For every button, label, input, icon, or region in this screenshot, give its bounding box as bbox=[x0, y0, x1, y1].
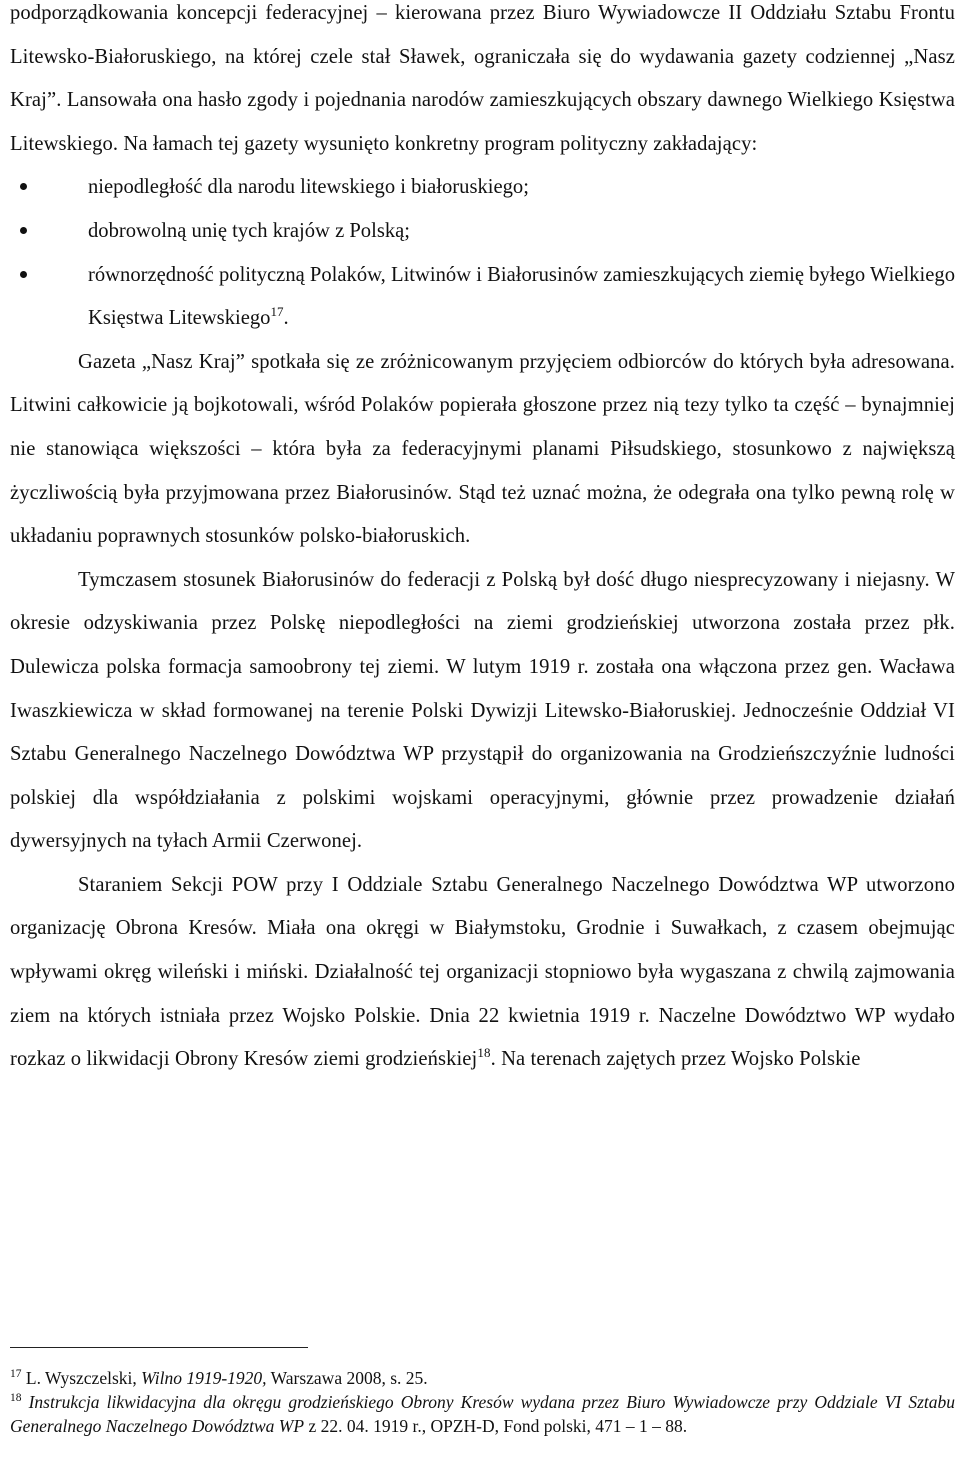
list-item bbox=[10, 166, 955, 210]
footnote-text: z 22. 04. 1919 r., OPZH-D, Fond polski, 471 – 1 – 88. bbox=[304, 1416, 688, 1436]
paragraph-3: Tymczasem stosunek Białorusinów do federacji z Polską był dość długo niesprecyzowany i niejasny. W okresie odzyskiwania przez Polskę niepodległości na ziemi grodzieńskiej utworzona została przez płk. Dulewicza polska formacja samoobrony tej ziemi. W lutym 1919 r. została ona włączona przez gen. Wacława Iwaszkiewicza w skład formowanej na terenie Polski Dywizji Litewsko-Białoruskiej. Jednocześnie Oddział VI Sztabu Generalnego Naczelnego Dowództwa WP przystąpił do organizowania na Grodzieńszczyźnie ludności polskiej dla współdziałania z polskimi wojskami operacyjnymi, głównie przez prowadzenie działań dywersyjnych na tyłach Armii Czerwonej. bbox=[10, 568, 955, 853]
footnote-number: 17 bbox=[10, 1368, 22, 1380]
program-list bbox=[10, 166, 955, 340]
list-item bbox=[10, 210, 955, 254]
footnote-title: Wilno 1919-1920, bbox=[141, 1368, 267, 1388]
footnote-number: 18 bbox=[10, 1392, 22, 1404]
footnote-17 bbox=[10, 1366, 955, 1390]
list-item-end: . bbox=[283, 307, 289, 330]
footnote-ref-18[interactable]: 18 bbox=[477, 1045, 491, 1061]
footnote-text: L. Wyszczelski, bbox=[21, 1368, 142, 1388]
list-item-text: niepodległość dla narodu litewskiego i białoruskiego; bbox=[88, 176, 529, 199]
bullet-icon bbox=[20, 227, 27, 234]
bullet-icon bbox=[20, 271, 27, 278]
footnotes bbox=[10, 1366, 955, 1438]
list-item-text: dobrowolną unię tych krajów z Polską; bbox=[88, 219, 410, 242]
footnote-title: Instrukcja likwidacyjna dla okręgu grodzieńskiego Obrony Kresów wydana przez Biuro Wywiadowcze przy Oddziale VI Sztabu Generalnego Naczelnego Dowództwa WP bbox=[10, 1392, 955, 1436]
footnote-18 bbox=[10, 1390, 955, 1438]
paragraph-2: Gazeta „Nasz Kraj” spotkała się ze zróżnicowanym przyjęciem odbiorców do których była adresowana. Litwini całkowicie ją bojkotowali, wśród Polaków popierała głoszone przez nią tezy tylko ta część – bynajmniej nie stanowiąca większości – która była za federacyjnymi planami Piłsudskiego, stosunkowo z największą życzliwością była przyjmowana przez Białorusinów. Stąd też uznać można, że odegrała ona tylko pewną rolę w układaniu poprawnych stosunków polsko-białoruskich. bbox=[10, 350, 955, 548]
footnote-ref-17[interactable]: 17 bbox=[270, 304, 284, 320]
paragraph-4-text-cont: . Na terenach zajętych przez Wojsko Polskie bbox=[490, 1048, 861, 1071]
paragraph-1: podporządkowania koncepcji federacyjnej – kierowana przez Biuro Wywiadowcze II Oddziału Sztabu Frontu Litewsko-Białoruskiego, na której czele stał Sławek, ograniczała się do wydawania gazety codziennej „Nasz Kraj”. Lansowała ona hasło zgody i pojednania narodów zamieszkujących obszary dawnego Wielkiego Księstwa Litewskiego. Na łamach tej gazety wysunięto konkretny program polityczny zakładający: bbox=[10, 2, 955, 155]
bullet-icon bbox=[20, 183, 27, 190]
list-item bbox=[10, 254, 955, 341]
footnote-separator bbox=[10, 1347, 308, 1348]
paragraph-4-text: Staraniem Sekcji POW przy I Oddziale Sztabu Generalnego Naczelnego Dowództwa WP utworzono organizację Obrona Kresów. Miała ona okręgi w Białymstoku, Grodnie i Suwałkach, z czasem obejmując wpływami okręg wileński i miński. Działalność tej organizacji stopniowo była wygaszana z chwilą zajmowania ziem na których istniała przez Wojsko Polskie. Dnia 22 kwietnia 1919 r. Naczelne Dowództwo WP wydało rozkaz o likwidacji Obrony Kresów ziemi grodzieńskiej bbox=[10, 873, 955, 1071]
paragraph-4 bbox=[10, 864, 955, 1082]
list-item-text: równorzędność polityczną Polaków, Litwinów i Białorusinów zamieszkujących ziemię byłego Wielkiego Księstwa Litewskiego bbox=[88, 263, 955, 330]
footnote-text: Warszawa 2008, s. 25. bbox=[266, 1368, 428, 1388]
document-page bbox=[10, 0, 955, 1082]
